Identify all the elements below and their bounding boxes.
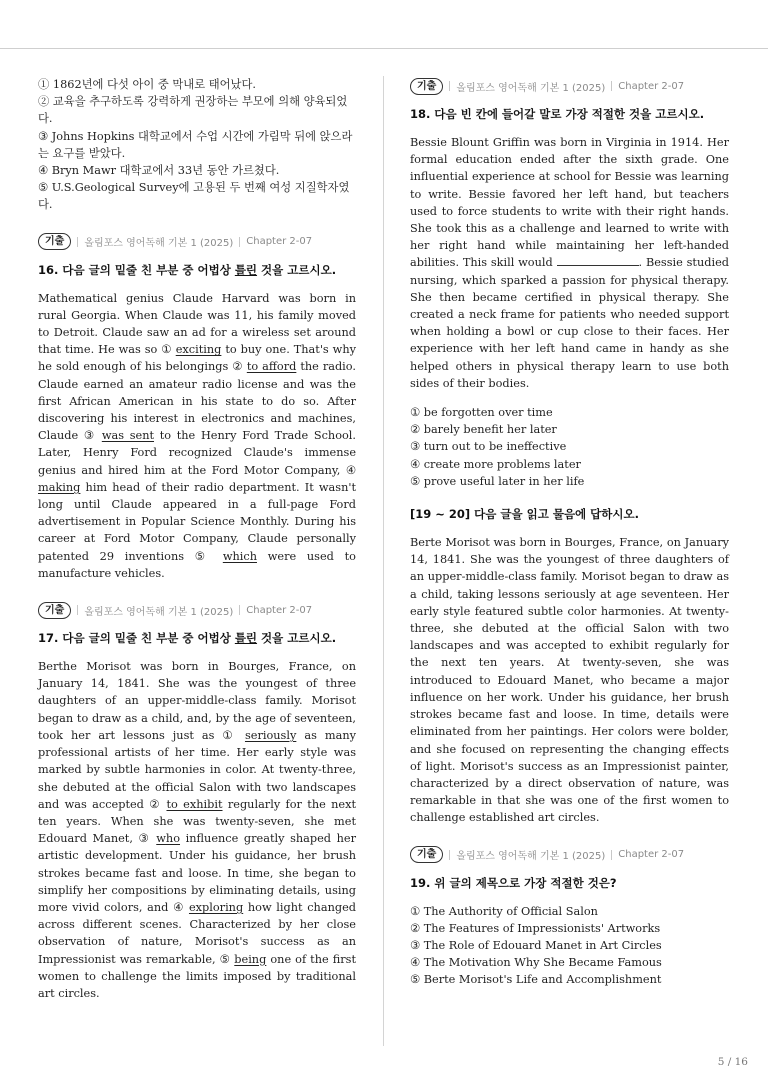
separator xyxy=(77,237,78,247)
question-19-20-header: [19 ~ 20] 다음 글을 읽고 물음에 답하시오. xyxy=(410,507,639,522)
separator xyxy=(611,850,612,860)
question-17-title: 17. 다음 글의 밑줄 친 부분 중 어법상 틀린 것을 고르시오. xyxy=(38,631,337,646)
question-19-title: 19. 위 글의 제목으로 가장 적절한 것은? xyxy=(410,875,617,890)
choice-item: ③ The Role of Edouard Manet in Art Circles xyxy=(410,938,662,952)
separator xyxy=(611,81,612,91)
choice-item: ② 교육을 추구하도록 강력하게 권장하는 부모에 의해 양육되었다. xyxy=(38,95,348,126)
source-badge: 기출 xyxy=(38,602,71,619)
page-number: 5 / 16 xyxy=(717,1056,748,1068)
question-19-20-passage: Berte Morisot was born in Bourges, France, on January 14, 1841. She was the youngest of three daughters of an upper-middle-class family. Morisot began to draw as a child, taking lessons seriously at age seventeen. Her early style featured subtle color harmonies. At twenty-three, she debuted at the official Salon with two landscapes and was accepted to exhibit regularly for the next ten years. At twenty-seven, she was introduced to Edouard Manet, who became a major influence on her work. Under his guidance, her brush strokes became fast and loose. In time, details were eliminated from her paintings. Her colors were bolder, and she focused on representing the changing effects of light. Morisot's success as an Impressionist painter, characterized by a direct observation of nature, was remarkable in that she was one of the first women to challenge established art circles. xyxy=(410,536,729,825)
choice-item: ④ Bryn Mawr 대학교에서 33년 동안 가르쳤다. xyxy=(38,164,280,178)
source-badge: 기출 xyxy=(410,846,443,863)
choice-item: ② barely benefit her later xyxy=(410,423,557,437)
separator xyxy=(449,81,450,91)
question-18-title: 18. 다음 빈 칸에 들어갈 말로 가장 적절한 것을 고르시오. xyxy=(410,107,705,121)
question-16-title: 16. 다음 글의 밑줄 친 부분 중 어법상 틀린 것을 고르시오. xyxy=(38,262,337,277)
source-badge: 기출 xyxy=(410,78,443,95)
source-line xyxy=(410,76,729,96)
choice-item: ① The Authority of Official Salon xyxy=(410,904,598,918)
question-17-passage: Berthe Morisot was born in Bourges, France, on January 14, 1841. She was the youngest of three daughters of an upper-middle-class family. Morisot began to draw as a child, and, by the age of seventeen, took her art lessons just as ① seriously as many professional artists of her time. Her early style was marked by subtle harmonies in color. At twenty-three, she debuted at the official Salon with two landscapes and was accepted ② to exhibit regularly for the next ten years. When she was twenty-seven, she met Edouard Manet, ③ who influence greatly shaped her artistic development. Under his guidance, her brush strokes became fast and loose. In time, she began to simplify her compositions by eliminating details, using more vivid colors, and ④ exploring how light changed across different scenes. Characterized by her close observation of nature, Morisot's success as an Impressionist was remarkable, ⑤ being one of the first women to challenge the limits imposed by traditional art circles. xyxy=(38,660,356,1000)
source-chapter: Chapter 2-07 xyxy=(246,236,313,248)
q18-choices xyxy=(410,404,729,490)
choice-item: ② The Features of Impressionists' Artworks xyxy=(410,921,661,935)
choice-item: ① 1862년에 다섯 아이 중 막내로 태어났다. xyxy=(38,78,256,91)
choice-item: ⑤ prove useful later in her life xyxy=(410,474,585,488)
source-book: 올림포스 영어독해 기본 1 (2025) xyxy=(456,851,606,863)
source-book: 올림포스 영어독해 기본 1 (2025) xyxy=(84,606,234,618)
choice-item: ① be forgotten over time xyxy=(410,406,553,420)
source-book: 올림포스 영어독해 기본 1 (2025) xyxy=(456,82,606,94)
column-divider xyxy=(383,76,384,1046)
header-rule xyxy=(0,48,768,49)
source-book: 올림포스 영어독해 기본 1 (2025) xyxy=(84,238,234,250)
source-chapter: Chapter 2-07 xyxy=(246,604,313,616)
question-18-passage: Bessie Blount Griffin was born in Virginia in 1914. Her formal education ended after the sixth grade. One influential experience at school for Bessie was learning to write. Bessie favored her left hand, but teachers used to force students to write with their right hands. She took this as a challenge and learned to write with her right hand while maintaining her left-handed abilities. This skill would . Bessie studied nursing, which sparked a passion for physical therapy. She then became certified in physical therapy. She created a neck frame for patients who needed support when holding a bowl or cup close to their faces. Her experience with her left hand came in handy as she helped others in physical therapy learn to use both sides of their bodies. xyxy=(410,136,729,390)
source-line xyxy=(38,600,356,620)
right-column xyxy=(410,76,729,989)
separator xyxy=(449,850,450,860)
choice-item: ⑤ U.S.Geological Survey에 고용된 두 번째 여성 지질학자였다. xyxy=(38,181,350,212)
separator xyxy=(239,237,240,247)
source-chapter: Chapter 2-07 xyxy=(618,849,685,861)
question-16-passage: Mathematical genius Claude Harvard was born in rural Georgia. When Claude was 11, his family moved to Detroit. Claude saw an ad for a wireless set around that time. He was so ① exciting to buy one. That's why he sold enough of his belongings ② to afford the radio. Claude earned an amateur radio license and was the first African American in his state to do so. After discovering his interest in electronics and machines, Claude ③ was sent to the Henry Ford Trade School. Later, Henry Ford recognized Claude's immense genius and hired him at the Ford Motor Company, ④ making him head of their radio department. It wasn't long until Claude appeared in a full-page Ford advertisement in Popular Science Monthly. During his career at Ford Motor Company, Claude personally patented 29 inventions ⑤ which were used to manufacture vehicles. xyxy=(38,291,357,580)
separator xyxy=(77,605,78,615)
choice-item: ③ turn out to be ineffective xyxy=(410,440,567,454)
separator xyxy=(239,605,240,615)
choice-item: ⑤ Berte Morisot's Life and Accomplishment xyxy=(410,973,662,987)
source-line xyxy=(410,845,729,865)
choice-item: ④ create more problems later xyxy=(410,457,581,471)
source-line xyxy=(38,232,356,252)
answer-blank xyxy=(557,254,639,266)
choice-item: ③ Johns Hopkins 대학교에서 수업 시간에 가림막 뒤에 앉으라는 요구를 받았다. xyxy=(38,129,353,160)
source-badge: 기출 xyxy=(38,233,71,250)
source-chapter: Chapter 2-07 xyxy=(618,80,685,92)
left-column xyxy=(38,76,356,1002)
q19-choices xyxy=(410,903,729,989)
choice-item: ④ The Motivation Why She Became Famous xyxy=(410,956,662,970)
q15-choices xyxy=(38,76,356,214)
